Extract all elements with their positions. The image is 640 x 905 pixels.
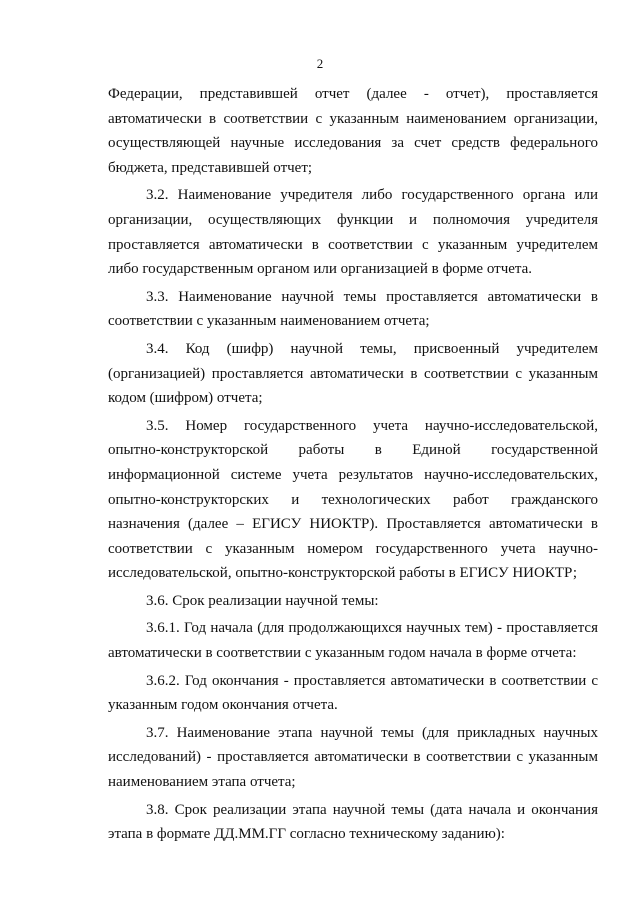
paragraph-3-3: 3.3. Наименование научной темы проставляется автоматически в соответствии с указанным наименованием отчета; [108, 288, 598, 330]
paragraph-3-8: 3.8. Срок реализации этапа научной темы (дата начала и окончания этапа в формате ДД.ММ.ГГ согласно техническому заданию): [108, 801, 598, 843]
paragraph-3-5: 3.5. Номер государственного учета научно-исследовательской, опытно-конструкторской работы в Единой государственной информационной системе учета результатов научно-исследовательских, опытно-конструкторских и технологических работ гражданского назначения (далее – ЕГИСУ НИОКТР). Проставляется автоматически в соответствии с указанным номером государственного учета научно-исследовательской, опытно-конструкторской работы в ЕГИСУ НИОКТР; [108, 417, 598, 582]
document-body [108, 82, 598, 847]
page-number: 2 [316, 56, 324, 71]
paragraph-3-2: 3.2. Наименование учредителя либо государственного органа или организации, осуществляющих функции и полномочия учредителя проставляется автоматически в соответствии с указанным учредителем либо государственным органом или организацией в форме отчета. [108, 187, 598, 278]
paragraph-3-6-2: 3.6.2. Год окончания - проставляется автоматически в соответствии с указанным годом окончания отчета. [108, 672, 598, 714]
paragraph-3-7: 3.7. Наименование этапа научной темы (для прикладных научных исследований) - проставляется автоматически в соответствии с указанным наименованием этапа отчета; [108, 724, 598, 791]
paragraph-3-6: 3.6. Срок реализации научной темы: [146, 592, 379, 609]
paragraph: Федерации, представившей отчет (далее - отчет), проставляется автоматически в соответствии с указанным наименованием организации, осуществляющей научные исследования за счет средств федерального бюджета, представившей отчет; [108, 86, 598, 176]
paragraph-3-6-1: 3.6.1. Год начала (для продолжающихся научных тем) - проставляется автоматически в соответствии с указанным годом начала в форме отчета: [108, 620, 598, 662]
paragraph-3-4: 3.4. Код (шифр) научной темы, присвоенный учредителем (организацией) проставляется автоматически в соответствии с указанным кодом (шифром) отчета; [108, 340, 598, 407]
